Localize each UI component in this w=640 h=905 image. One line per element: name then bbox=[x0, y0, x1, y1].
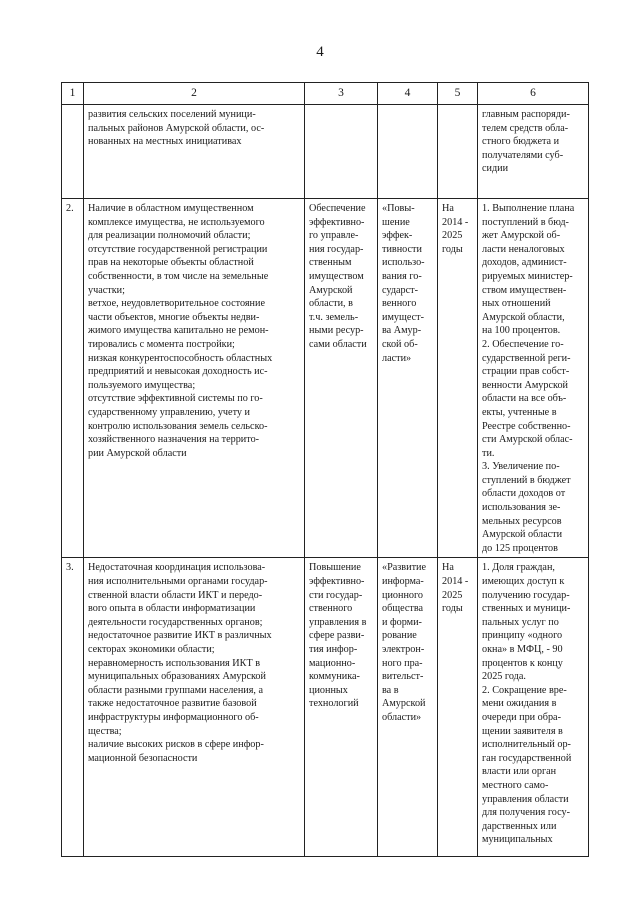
result-cell: 1. Доля граждан, имеющих доступ к получению государ- ственных и муници- пальных услуг по принципу «одного окна» в МФЦ, - 90 процентов к концу 2025 года. 2. Сокращение вре- мени ожидания в очереди при обра- щении заявителя в исполнительный ор- ган государственной власти или орган местного само- управления области для получения госу- дарственных или муниципальных bbox=[478, 558, 589, 857]
period-cell: На 2014 - 2025 годы bbox=[438, 558, 478, 857]
table-row bbox=[62, 105, 589, 199]
column-header: 4 bbox=[378, 83, 438, 105]
problem-cell: Наличие в областном имущественном комплексе имущества, не используемого для реализации полномочий области; отсутствие государственной регистрации прав на некоторые объекты областной собственности, в том числе на земельные участки; ветхое, неудовлетворительное состояние части объектов, многие объекты недви- жимого имущества капитально не ремон- тировались с момента постройки; низкая конкурентоспособность областных предприятий и невысокая доходность ис- пользуемого имущества; отсутствие эффективной системы по го- сударственному управлению, учету и контролю использования земель сельско- хозяйственного назначения на террито- рии Амурской области bbox=[84, 199, 305, 558]
goal-cell: Обеспечение эффективно- го управле- ния государ- ственным имуществом Амурской области, в т.ч. земель- ными ресур- сами области bbox=[305, 199, 378, 558]
table-row bbox=[62, 199, 589, 558]
result-cell: 1. Выполнение плана поступлений в бюд- жет Амурской об- ласти неналоговых доходов, админист- рируемых министер- ством имуществен- ных отношений Амурской области, на 100 процентов. 2. Обеспечение го- сударственной реги- страции прав собст- венности Амурской области на все объ- екты, учтенные в Реестре собственно- сти Амурской облас- ти. 3. Увеличение по- ступлений в бюджет области доходов от использования зе- мельных ресурсов Амурской области до 125 процентов bbox=[478, 199, 589, 558]
column-header: 5 bbox=[438, 83, 478, 105]
column-header: 2 bbox=[84, 83, 305, 105]
column-header: 3 bbox=[305, 83, 378, 105]
period-cell: На 2014 - 2025 годы bbox=[438, 199, 478, 558]
program-cell: «Развитие информа- ционного общества и форми- рование электрон- ного пра- вительст- ва в Амурской области» bbox=[378, 558, 438, 857]
program-cell: «Повы- шение эффек- тивности использо- вания го- сударст- венного имущест- ва Амур- ской об- ласти» bbox=[378, 199, 438, 558]
period-cell bbox=[438, 105, 478, 199]
column-header: 6 bbox=[478, 83, 589, 105]
program-cell bbox=[378, 105, 438, 199]
row-number: 3. bbox=[62, 558, 84, 857]
row-number bbox=[62, 105, 84, 199]
row-number: 2. bbox=[62, 199, 84, 558]
problem-cell: Недостаточная координация использова- ния исполнительными органами государ- ственной власти области ИКТ и передо- вого опыта в области информатизации деятельности государственных органов; недостаточное развитие ИКТ в различных секторах экономики области; неравномерность использования ИКТ в муниципальных образованиях Амурской области разными группами населения, а также недостаточное развитие базовой инфраструктуры информационного об- щества; наличие высоких рисков в сфере инфор- мационной безопасности bbox=[84, 558, 305, 857]
document-table bbox=[61, 82, 589, 857]
result-cell: главным распоряди- телем средств обла- стного бюджета и получателями суб- сидии bbox=[478, 105, 589, 199]
page-number: 4 bbox=[316, 44, 324, 60]
column-header: 1 bbox=[62, 83, 84, 105]
problem-cell: развития сельских поселений муници- пальных районов Амурской области, ос- нованных на местных инициативах bbox=[84, 105, 305, 199]
goal-cell: Повышение эффективно- сти государ- ственного управления в сфере разви- тия инфор- мационно- коммуника- ционных технологий bbox=[305, 558, 378, 857]
table-header-row bbox=[62, 83, 589, 105]
table-row bbox=[62, 558, 589, 857]
goal-cell bbox=[305, 105, 378, 199]
